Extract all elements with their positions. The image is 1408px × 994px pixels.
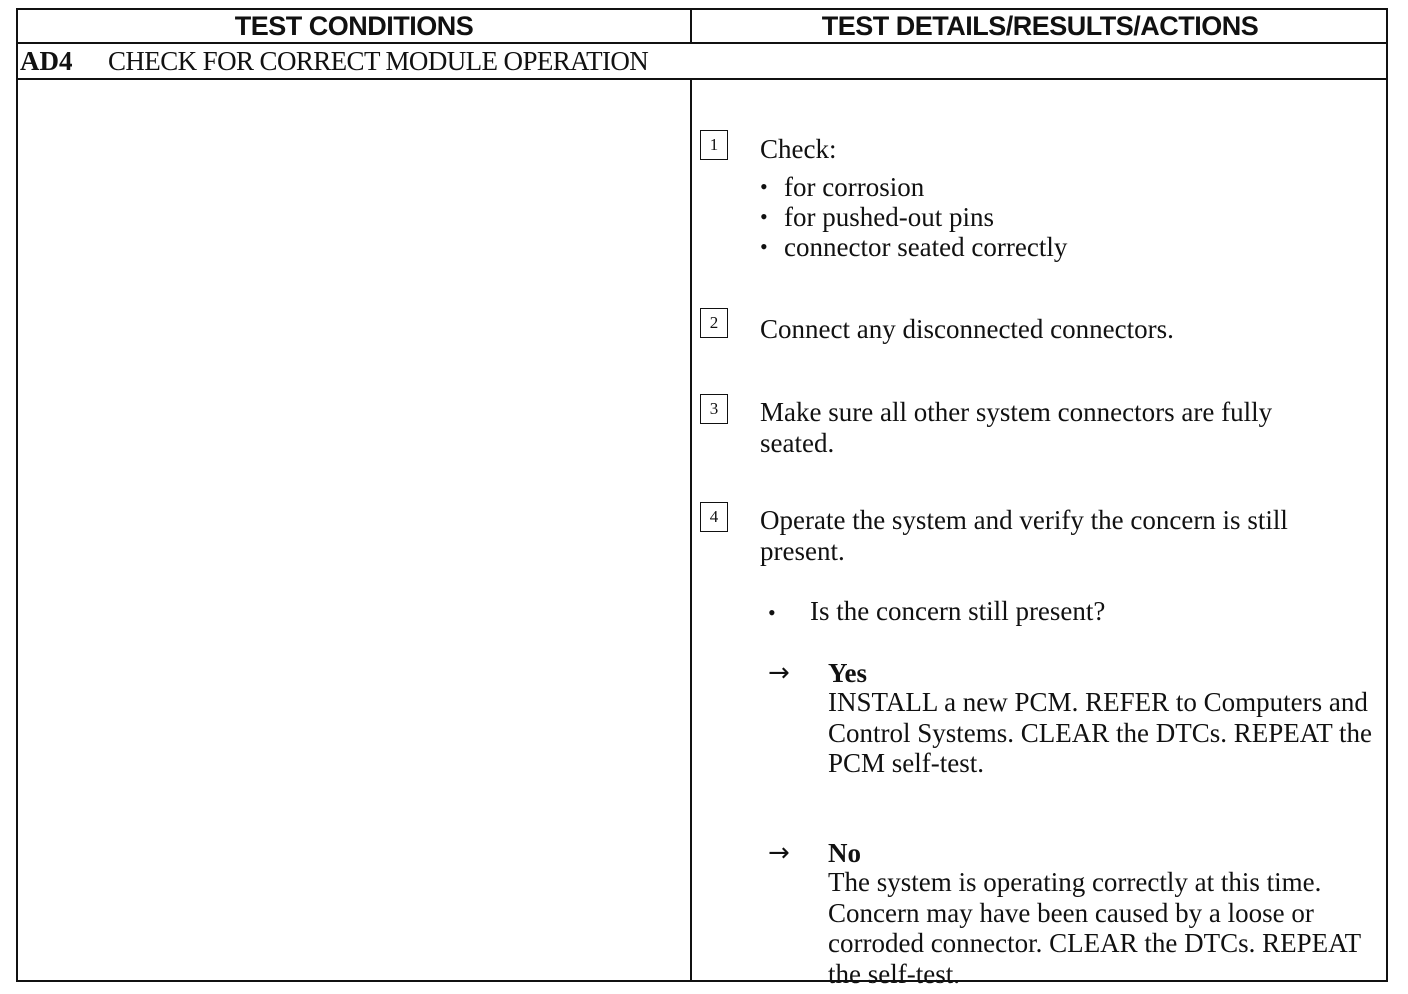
table-header-row [18, 10, 1386, 44]
bullet-icon: • [760, 234, 768, 259]
result-yes [768, 658, 1378, 778]
list-item: • connector seated correctly [760, 232, 1068, 262]
list-item: • for corrosion [760, 172, 925, 202]
question [768, 596, 1368, 628]
bullet-icon: • [760, 174, 768, 199]
step-number-box: 4 [700, 502, 728, 532]
step-number-box: 2 [700, 308, 728, 338]
question-text: Is the concern still present? [810, 596, 1106, 626]
section-code: AD4 [20, 45, 73, 76]
result-action-text: INSTALL a new PCM. REFER to Computers and Control Systems. CLEAR the DTCs. REPEAT the PCM self-test. [828, 687, 1373, 778]
list-item: • for pushed-out pins [760, 202, 994, 232]
bullet-icon: • [760, 204, 768, 229]
header-test-details: TEST DETAILS/RESULTS/ACTIONS [821, 10, 1259, 41]
bullet-icon: • [768, 600, 776, 625]
section-row [18, 44, 1386, 80]
step-number-box: 3 [700, 394, 728, 424]
step-text: Connect any disconnected connectors. [760, 314, 1174, 344]
result-label: No [828, 838, 861, 868]
test-table [16, 8, 1388, 989]
result-no [768, 838, 1378, 988]
header-test-conditions: TEST CONDITIONS [234, 10, 474, 41]
step-text: Make sure all other system connectors are fully seated. [760, 397, 1273, 458]
arrow-right-icon: → [768, 838, 790, 868]
arrow-right-icon: → [768, 658, 790, 688]
check-list [760, 172, 1360, 262]
step-text: Check: [760, 134, 837, 164]
result-action-text: The system is operating correctly at this time. Concern may have been caused by a loose or corroded connector. CLEAR the DTCs. REPEAT the self-test. [828, 867, 1361, 989]
test-details-column [692, 82, 1388, 989]
result-label: Yes [828, 658, 867, 688]
step-number-box: 1 [700, 130, 728, 160]
section-title: CHECK FOR CORRECT MODULE OPERATION [108, 45, 649, 76]
step-text: Operate the system and verify the concern is still present. [760, 505, 1288, 566]
